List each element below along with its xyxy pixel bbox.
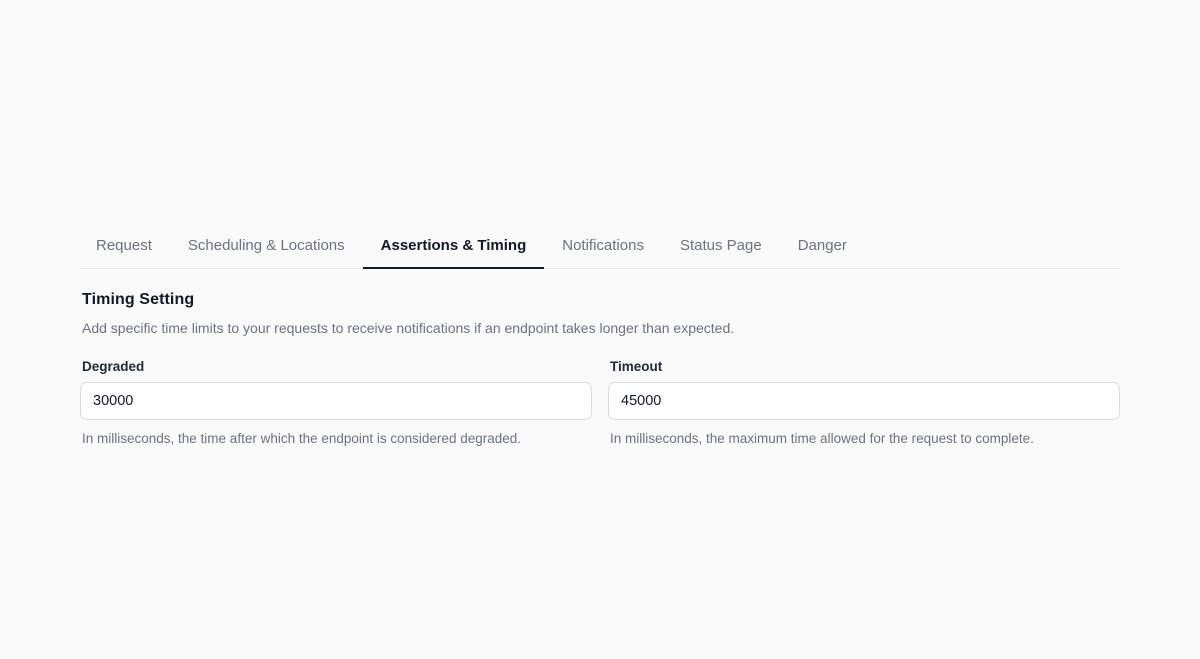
degraded-help-text: In milliseconds, the time after which the endpoint is considered degraded. xyxy=(82,431,522,447)
degraded-label: Degraded xyxy=(82,359,145,375)
degraded-input[interactable] xyxy=(80,382,592,420)
tab-scheduling-locations[interactable]: Scheduling & Locations xyxy=(170,238,363,268)
settings-panel xyxy=(80,222,1120,448)
tab-request[interactable]: Request xyxy=(80,238,170,268)
timeout-input[interactable] xyxy=(608,382,1120,420)
degraded-field-group xyxy=(80,359,592,448)
tab-status-page[interactable]: Status Page xyxy=(662,238,780,268)
timeout-help-text: In milliseconds, the maximum time allowed for the request to complete. xyxy=(610,431,1034,447)
section-description: Add specific time limits to your requests to receive notifications if an endpoint takes longer than expected. xyxy=(82,320,735,336)
timeout-label: Timeout xyxy=(610,359,663,375)
timing-fields xyxy=(80,359,1120,448)
timeout-field-group xyxy=(608,359,1120,448)
timing-setting-section xyxy=(80,269,1120,448)
tab-notifications[interactable]: Notifications xyxy=(544,238,662,268)
tab-danger[interactable]: Danger xyxy=(780,238,865,268)
settings-tabs xyxy=(80,222,1120,269)
tab-assertions-timing[interactable]: Assertions & Timing xyxy=(363,238,545,268)
section-title: Timing Setting xyxy=(82,291,195,308)
